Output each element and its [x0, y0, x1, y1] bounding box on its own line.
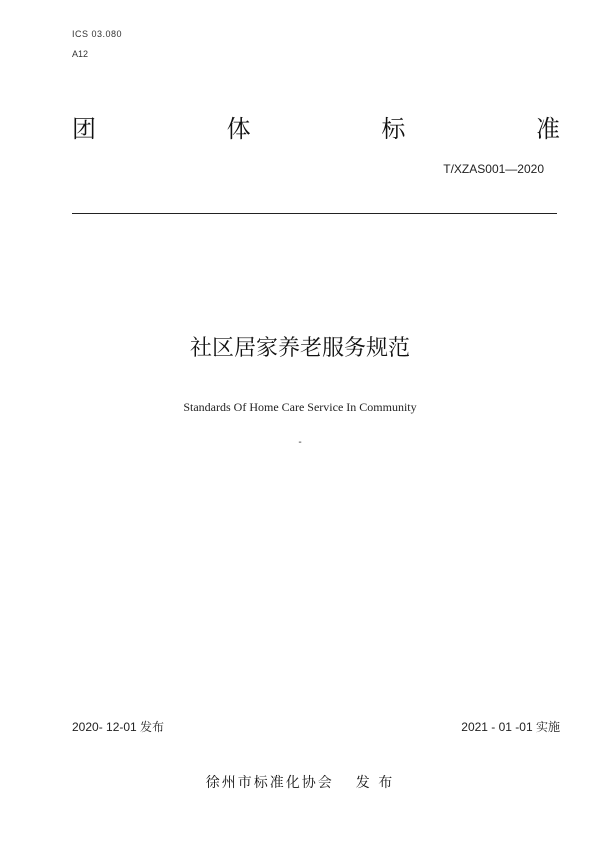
standard-type-char: 标 [381, 115, 406, 143]
header-divider [72, 213, 557, 214]
standard-type-char: 团 [72, 115, 96, 143]
issue-date: 2020- 12-01 发布 [72, 720, 165, 734]
implementation-date: 2021 - 01 -01 实施 [461, 720, 560, 734]
ics-code: ICS 03.080 [72, 29, 123, 39]
publisher-line [0, 772, 600, 792]
title-english: Standards Of Home Care Service In Community [183, 400, 417, 414]
publisher-organization: 徐州市标准化协会 [205, 775, 334, 791]
publisher-action: 发 布 [355, 775, 395, 791]
standard-type-char: 准 [535, 115, 560, 143]
standard-type-char: 体 [226, 115, 251, 143]
standard-type-heading [72, 114, 560, 144]
ccs-code: A12 [72, 49, 89, 59]
title-chinese: 社区居家养老服务规范 [189, 336, 410, 361]
title-dash: - [298, 437, 302, 448]
standard-number: T/XZAS001—2020 [443, 162, 544, 176]
